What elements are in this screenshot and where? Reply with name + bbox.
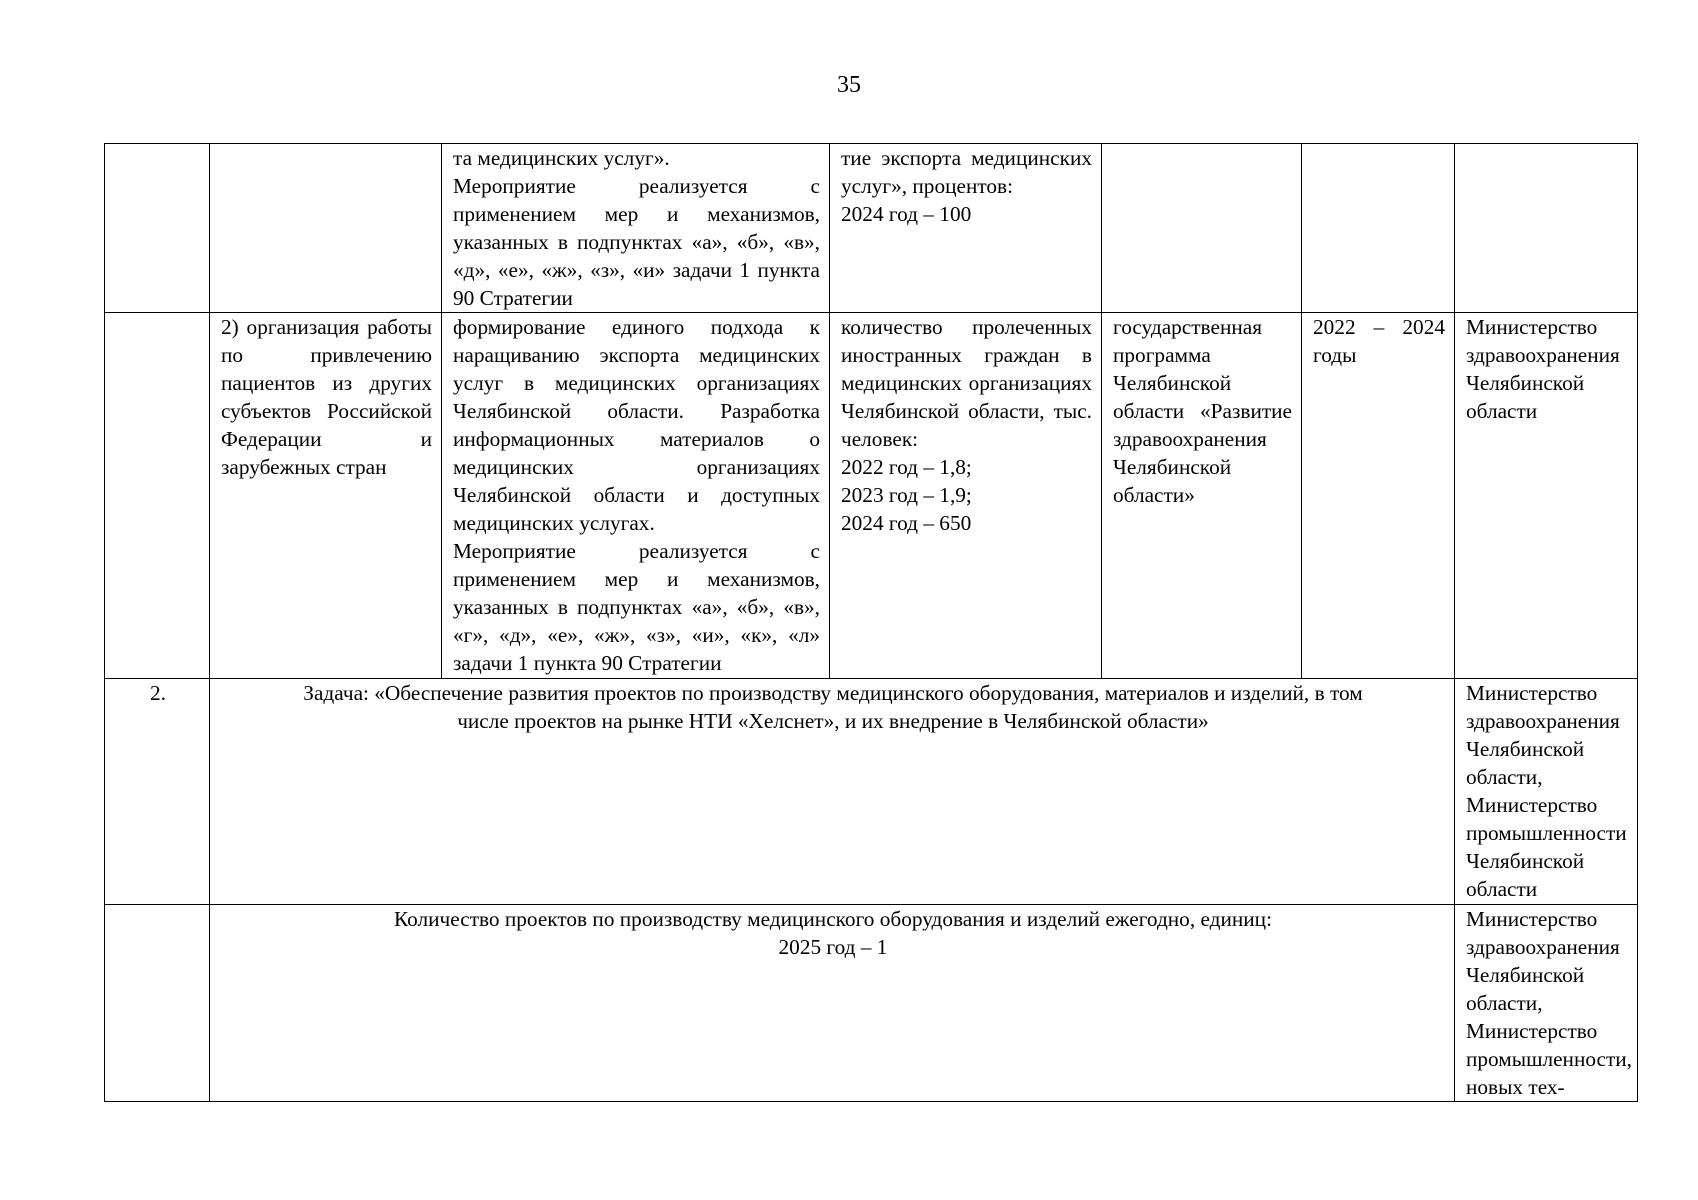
cell-event: та медицинских услуг». Мероприятие реализуется с применением мер и механизмов, указанных в подпунктах «а», «б», «в», «д», «е», «ж», «з», «и» задачи 1 пункта 90 Стратегии [442, 144, 830, 313]
cell-task-number: 2. [105, 679, 210, 905]
indicator-value: 2022 год – 1,8; [841, 455, 972, 479]
cell-indicator: тие экспорта медицинских услуг», процентов: 2024 год – 100 [830, 144, 1102, 313]
page-number: 35 [837, 72, 861, 98]
cell-program: государственная программа Челябинской области «Развитие здравоохранения Челябинской области» [1102, 313, 1302, 679]
cell-period [1302, 144, 1455, 313]
measures-table [104, 143, 1638, 1102]
table-row-task-2 [105, 679, 1638, 905]
cell-number [105, 905, 210, 1102]
table-row-item-2 [105, 313, 1638, 679]
task-title-line: числе проектов на рынке НТИ «Хелснет», и их внедрение в Челябинской области» [457, 709, 1209, 733]
indicator-summary-line: Количество проектов по производству медицинского оборудования и изделий ежегодно, единиц: [394, 907, 1272, 931]
task-title-line: Задача: «Обеспечение развития проектов по производству медицинского оборудования, материалов и изделий, в том [303, 681, 1363, 705]
indicator-summary-line: 2025 год – 1 [778, 935, 888, 959]
cell-number [105, 313, 210, 679]
cell-responsible [1455, 144, 1638, 313]
table-row-continuation [105, 144, 1638, 313]
indicator-text: количество пролеченных иностранных граждан в медицинских организациях Челябинской области, тыс. человек: [841, 315, 1092, 451]
cell-responsible: Министерство здравоохранения Челябинской области, Министерство промышленности Челябинской области [1455, 679, 1638, 905]
cell-number [105, 144, 210, 313]
cell-name [210, 144, 442, 313]
indicator-value: 2024 год – 650 [841, 511, 972, 535]
indicator-value: 2023 год – 1,9; [841, 483, 972, 507]
cell-responsible: Министерство здравоохранения Челябинской области [1455, 313, 1638, 679]
cell-indicator-summary [210, 905, 1455, 1102]
cell-task-title [210, 679, 1455, 905]
cell-responsible: Министерство здравоохранения Челябинской области, Министерство промышленности, новых тех- [1455, 905, 1638, 1102]
cell-event [442, 313, 830, 679]
table-row-task-2-indicator [105, 905, 1638, 1102]
event-text: формирование единого подхода к наращиванию экспорта медицинских услуг в медицинских организациях Челябинской области. Разработка информационных материалов о медицинских организациях Челябинской области и доступных медицинских услугах. [453, 315, 820, 535]
cell-period: 2022 – 2024 годы [1302, 313, 1455, 679]
cell-program [1102, 144, 1302, 313]
cell-indicator [830, 313, 1102, 679]
cell-name: 2) организация работы по привлечению пациентов из других субъектов Российской Федерации и зарубежных стран [210, 313, 442, 679]
event-mechanism: Мероприятие реализуется с применением мер и механизмов, указанных в подпунктах «а», «б», «в», «г», «д», «е», «ж», «з», «и», «к», «л» задачи 1 пункта 90 Стратегии [453, 539, 820, 675]
